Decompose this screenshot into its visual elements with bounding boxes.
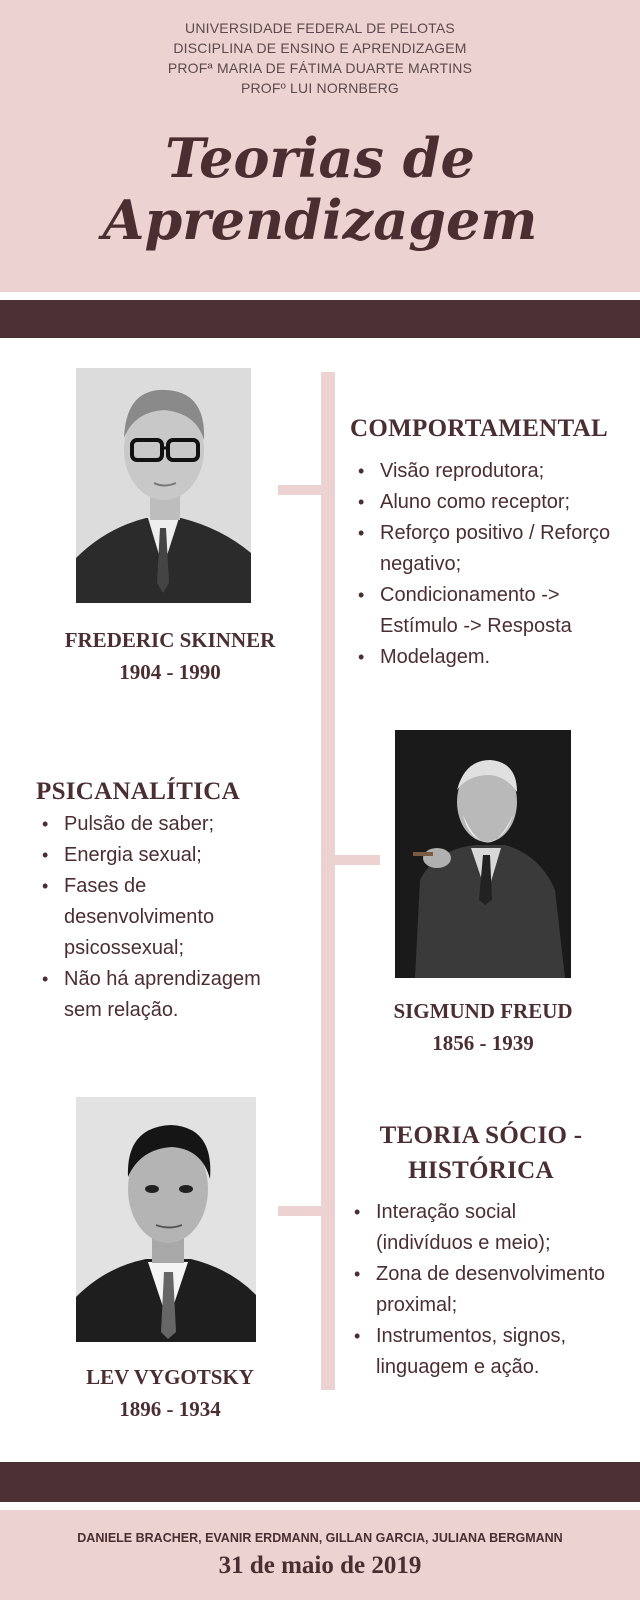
section-heading-psicanalitica: PSICANALÍTICA (36, 778, 240, 805)
timeline-connector (278, 485, 328, 495)
list-item: • Modelagem. (352, 642, 622, 673)
list-item: • Condicionamento -> Estímulo -> Resposta (352, 580, 622, 642)
comportamental-list (352, 456, 622, 673)
list-item: • Visão reprodutora; (352, 456, 622, 487)
bottom-divider-band (0, 1462, 640, 1502)
vygotsky-years: 1896 - 1934 (119, 1397, 221, 1421)
list-item: • Não há aprendizagem sem relação. (36, 964, 298, 1026)
timeline-connector (328, 855, 380, 865)
psicanalitica-list (36, 809, 298, 1026)
list-item: • Reforço positivo / Reforço negativo; (352, 518, 622, 580)
timeline-vertical-line (321, 372, 335, 1390)
vygotsky-name: LEV VYGOTSKY (86, 1365, 254, 1389)
authors-line: DANIELE BRACHER, EVANIR ERDMANN, GILLAN GARCIA, JULIANA BERGMANN (77, 1531, 563, 1545)
list-item: • Interação social (indivíduos e meio); (348, 1197, 610, 1259)
timeline-connector (278, 1206, 328, 1216)
skinner-years: 1904 - 1990 (119, 660, 221, 684)
list-item: • Energia sexual; (36, 840, 298, 871)
section-heading-socio-historica-line2: HISTÓRICA (408, 1157, 554, 1184)
page-title-line2: Aprendizagem (102, 188, 538, 252)
top-divider-band (0, 300, 640, 338)
institution-line: PROFº LUI NORNBERG (240, 80, 400, 96)
page-title-line1: Teorias de (165, 126, 475, 190)
list-item: • Aluno como receptor; (352, 487, 622, 518)
skinner-photo (76, 368, 251, 603)
freud-years: 1856 - 1939 (432, 1031, 534, 1055)
list-item: • Pulsão de saber; (36, 809, 298, 840)
list-item: • Instrumentos, signos, linguagem e ação. (348, 1321, 610, 1383)
freud-photo (395, 730, 571, 978)
list-item: • Zona de desenvolvimento proximal; (348, 1259, 610, 1321)
institution-line: UNIVERSIDADE FEDERAL DE PELOTAS (185, 20, 455, 36)
vygotsky-photo (76, 1097, 256, 1342)
date-line: 31 de maio de 2019 (218, 1552, 422, 1579)
section-heading-comportamental: COMPORTAMENTAL (350, 415, 608, 442)
skinner-name: FREDERIC SKINNER (64, 628, 276, 652)
socio-historica-list (348, 1197, 610, 1383)
institution-line: DISCIPLINA DE ENSINO E APRENDIZAGEM (173, 40, 467, 56)
list-item: • Fases de desenvolvimento psicossexual; (36, 871, 298, 964)
freud-name: SIGMUND FREUD (393, 999, 573, 1023)
institution-line: PROFª MARIA DE FÁTIMA DUARTE MARTINS (167, 60, 473, 76)
section-heading-socio-historica-line1: TEORIA SÓCIO - (379, 1122, 583, 1149)
